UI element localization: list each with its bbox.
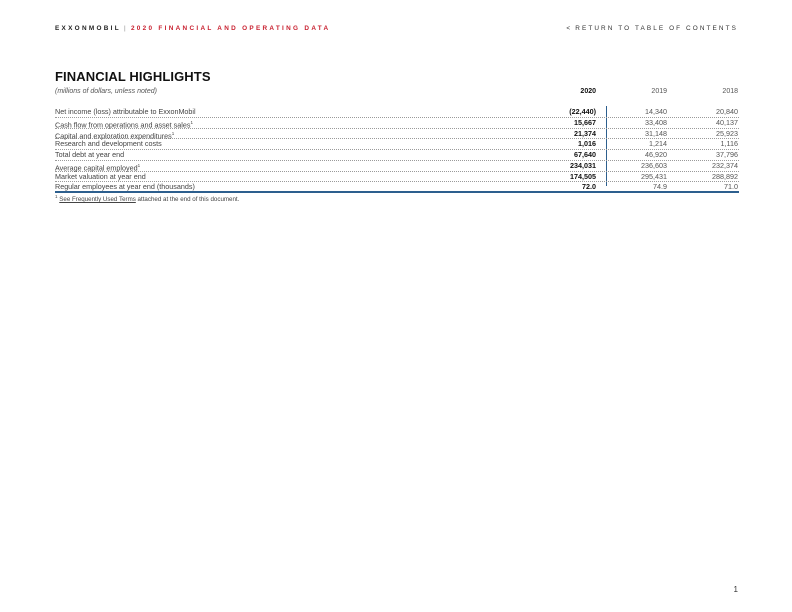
header-separator: | [123, 25, 128, 32]
value-2018: 232,374 [712, 160, 738, 170]
value-2020: (22,440) [569, 107, 596, 116]
row-label: Capital and exploration expenditures$^1$ [55, 130, 175, 140]
value-2020: 234,031 [570, 160, 596, 170]
footnote-marker: 1 [190, 119, 193, 125]
document-title: 2020 FINANCIAL AND OPERATING DATA [130, 25, 331, 32]
value-2019: 295,431 [641, 171, 667, 181]
value-2018: 288,892 [712, 171, 738, 181]
row-label: Net income (loss) attributable to ExxonMobil [55, 107, 196, 116]
column-header-2020: 2020 [580, 88, 596, 95]
company-name: EXXONMOBIL [55, 25, 121, 32]
footnote-marker: 1 [171, 130, 175, 136]
row-label: Cash flow from operations and asset sales$^1$ [55, 119, 193, 130]
value-2019: 46,920 [645, 150, 667, 159]
footnote-marker: 1 [55, 194, 58, 199]
table-row [55, 139, 739, 150]
top-bar [55, 25, 738, 37]
value-2019: 1,214 [649, 139, 667, 149]
value-2020: 72.0 [582, 182, 596, 192]
table-row [55, 172, 739, 183]
value-2020: 67,640 [574, 150, 596, 159]
page-number: 1 [733, 585, 738, 594]
value-2020: 1,016 [578, 139, 596, 149]
section-subtitle: (millions of dollars, unless noted) [55, 88, 157, 95]
value-2019: 236,603 [641, 160, 667, 170]
return-to-toc-link[interactable] [566, 25, 738, 32]
table-row [55, 161, 739, 172]
value-2020: 174,505 [570, 171, 596, 181]
column-header-2019: 2019 [651, 88, 667, 95]
table-row [55, 150, 739, 161]
row-label: Total debt at year end [55, 150, 125, 159]
value-2018: 40,137 [716, 117, 738, 127]
value-2018: 20,840 [716, 107, 738, 116]
footnote-text: attached at the end of this document. [135, 196, 240, 204]
value-2018: 37,796 [716, 150, 738, 159]
table-row [55, 129, 739, 140]
return-to-toc-label: RETURN TO TABLE OF CONTENTS [575, 25, 738, 32]
value-2020: 15,667 [574, 117, 596, 127]
value-2018: 1,116 [720, 139, 738, 149]
document-header [55, 25, 330, 32]
footnote-marker: 1 [137, 162, 141, 168]
row-label: Average capital employed$^1$ [55, 162, 141, 173]
value-2019: 31,148 [645, 128, 667, 138]
row-label: Research and development costs [55, 139, 162, 149]
frequently-used-terms-link[interactable]: See Frequently Used Terms [59, 196, 136, 204]
table-row [55, 182, 739, 193]
value-2019: 74.9 [653, 182, 667, 192]
chevron-left-icon: < [566, 25, 573, 32]
financial-highlights-table [55, 107, 739, 193]
row-label: Regular employees at year end (thousands) [55, 182, 195, 192]
section-title: FINANCIAL HIGHLIGHTS [55, 69, 211, 84]
footnote [55, 194, 239, 203]
value-2019: 33,408 [645, 117, 667, 127]
table-row [55, 107, 739, 118]
row-label: Market valuation at year end [55, 171, 146, 181]
value-2020: 21,374 [574, 128, 596, 138]
table-row [55, 118, 739, 129]
value-2018: 25,923 [716, 128, 738, 138]
value-2018: 71.0 [724, 182, 738, 192]
value-2019: 14,340 [645, 107, 667, 116]
column-header-2018: 2018 [722, 88, 738, 95]
